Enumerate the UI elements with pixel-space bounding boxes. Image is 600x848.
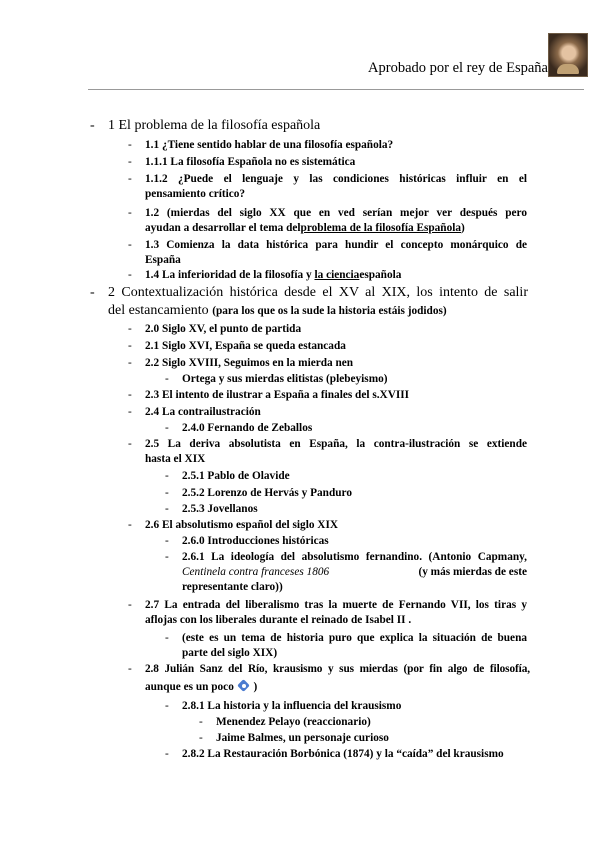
outline-item-2-5 [128,437,527,467]
item-text-cont: hasta el XIX [145,453,206,465]
item-text: Ortega y sus mierdas elitistas (plebeyismo) [182,373,388,385]
topic-link[interactable]: problema de la filosofía Española [300,222,462,234]
outline-item-2 [90,284,528,320]
bullet: - [165,470,169,482]
item-text-cont: parte del siglo XIX) [182,647,278,659]
item-text: 2.2 Siglo XVIII, Seguimos en la mierda nen [145,357,354,369]
item-text-cont2: representante claro)) [182,581,283,593]
item-text: 1.2 (mierdas del siglo XX que en ved serían mejor ver después pero [145,207,527,219]
portrait-icon [548,33,588,77]
bullet: - [165,700,169,712]
item-text-part: ) [461,222,465,234]
page-header [0,0,600,95]
item-text: 2.5 La deriva absolutista en España, la contra-ilustración se extiende [145,438,527,450]
item-text: Jaime Balmes, un personaje curioso [216,732,389,744]
outline-item-2-8 [128,662,530,695]
outline-item-2-6-1 [165,550,527,595]
bullet: - [128,269,132,281]
outline-item-2-3 [128,388,410,403]
bullet: - [128,207,132,219]
item-text-part: (y más mierdas de este [418,566,527,578]
outline-item-2-8-2 [165,747,504,762]
item-text: 1.3 Comienza la data histórica para hundir el concepto monárquico de [145,239,527,251]
bullet: - [128,340,132,352]
bullet: - [128,389,132,401]
outline-item-2-8-1 [165,699,402,714]
item-text: 2.6 El absolutismo español del siglo XIX [145,519,339,531]
outline-item-2-7 [128,598,527,628]
outline-item-2-5-3 [165,502,258,517]
item-text: 2.5.1 Pablo de Olavide [182,470,290,482]
item-text: Menendez Pelayo (reaccionario) [216,716,371,728]
outline-item-1-2 [128,206,527,236]
outline-item-2-5-2 [165,486,352,501]
bullet: - [165,487,169,499]
outline-item-2-5-1 [165,469,290,484]
bullet: - [90,285,95,300]
bullet: - [128,406,132,418]
header-divider [88,89,584,90]
item-text-part: española [359,269,402,281]
item-text-cont [182,565,527,580]
item-text-part: del estancamiento [108,303,209,318]
item-text: 1.1.2 ¿Puede el lenguaje y las condiciones históricas influir en el [145,173,527,185]
outline-item-2-0 [128,322,302,337]
book-title: Centinela contra franceses 1806 [182,566,330,578]
bullet: - [128,438,132,450]
outline-item-2-7-sub [165,631,527,661]
emoticon-icon [237,680,251,692]
bullet: - [199,716,203,728]
bullet: - [165,748,169,760]
bullet: - [128,599,132,611]
item-text: 2 Contextualización histórica desde el XV al XIX, los intento de salir [108,285,528,300]
item-text: 1.1.1 La filosofía Española no es sistemática [145,156,356,168]
outline-item-2-6-0 [165,534,329,549]
item-text: 1 El problema de la filosofía española [108,118,321,133]
bullet: - [165,551,169,563]
outline-item-2-1 [128,339,346,354]
item-text-cont: aflojas con los liberales durante el reinado de Isabel II . [145,614,412,626]
bullet: - [128,139,132,151]
item-note: (para los que os la sude la historia estáis jodidos) [212,305,447,317]
item-text: (este es un tema de historia puro que explica la situación de buena [182,632,527,644]
outline-item-2-6 [128,518,339,533]
item-text: 2.8.1 La historia y la influencia del krausismo [182,700,402,712]
outline-item-2-2 [128,356,354,371]
outline-item-2-4-0 [165,421,313,436]
bullet: - [128,156,132,168]
bullet: - [128,239,132,251]
item-text-cont [145,221,527,236]
outline-item-2-8-1-b [199,731,389,746]
item-text: 2.5.3 Jovellanos [182,503,258,515]
item-text-cont [108,302,528,320]
item-text: 2.6.1 La ideología del absolutismo fernandino. (Antonio Capmany, [182,551,527,563]
topic-link[interactable]: la ciencia [314,269,360,281]
outline-item-2-2-sub [165,372,388,387]
item-text: 2.1 Siglo XVI, España se queda estancada [145,340,346,352]
bullet: - [128,173,132,185]
outline-item-1-1-1 [128,155,356,170]
header-title: Aprobado por el rey de España [368,60,548,76]
item-text: 2.6.0 Introducciones históricas [182,535,329,547]
item-text: 2.8.2 La Restauración Borbónica (1874) y la “caída” del krausismo [182,748,504,760]
item-text: 2.5.2 Lorenzo de Hervás y Panduro [182,487,352,499]
bullet: - [199,732,203,744]
item-text-part: ) [253,681,258,693]
item-text: 2.0 Siglo XV, el punto de partida [145,323,302,335]
bullet: - [90,118,95,133]
outline-item-1 [90,117,321,135]
item-text: 2.4 La contrailustración [145,406,261,418]
bullet: - [128,663,132,675]
item-text-cont: España [145,254,181,266]
item-text-part: aunque es un poco [145,681,234,693]
bullet: - [165,535,169,547]
item-text: 2.7 La entrada del liberalismo tras la muerte de Fernando VII, los tiras y [145,599,527,611]
outline-item-1-3 [128,238,527,268]
item-text: 2.3 El intento de ilustrar a España a finales del s.XVIII [145,389,410,401]
bullet: - [165,422,169,434]
outline-item-1-4 [128,268,402,283]
item-text: 1.1 ¿Tiene sentido hablar de una filosofía española? [145,139,394,151]
item-text-part: ayudan a desarrollar el tema del [145,222,301,234]
bullet: - [165,503,169,515]
bullet: - [128,519,132,531]
outline-item-1-1 [128,138,394,153]
outline-item-2-4 [128,405,261,420]
item-text-cont [145,680,530,695]
outline-item-1-1-2 [128,172,527,202]
outline-item-2-8-1-a [199,715,371,730]
bullet: - [128,323,132,335]
bullet: - [165,632,169,644]
item-text-cont: pensamiento crítico? [145,188,246,200]
item-text: 2.4.0 Fernando de Zeballos [182,422,313,434]
bullet: - [128,357,132,369]
item-text: 1.4 La inferioridad de la filosofía y [145,269,312,281]
bullet: - [165,373,169,385]
item-text: 2.8 Julián Sanz del Río, krausismo y sus mierdas (por fin algo de filosofía, [145,663,530,675]
